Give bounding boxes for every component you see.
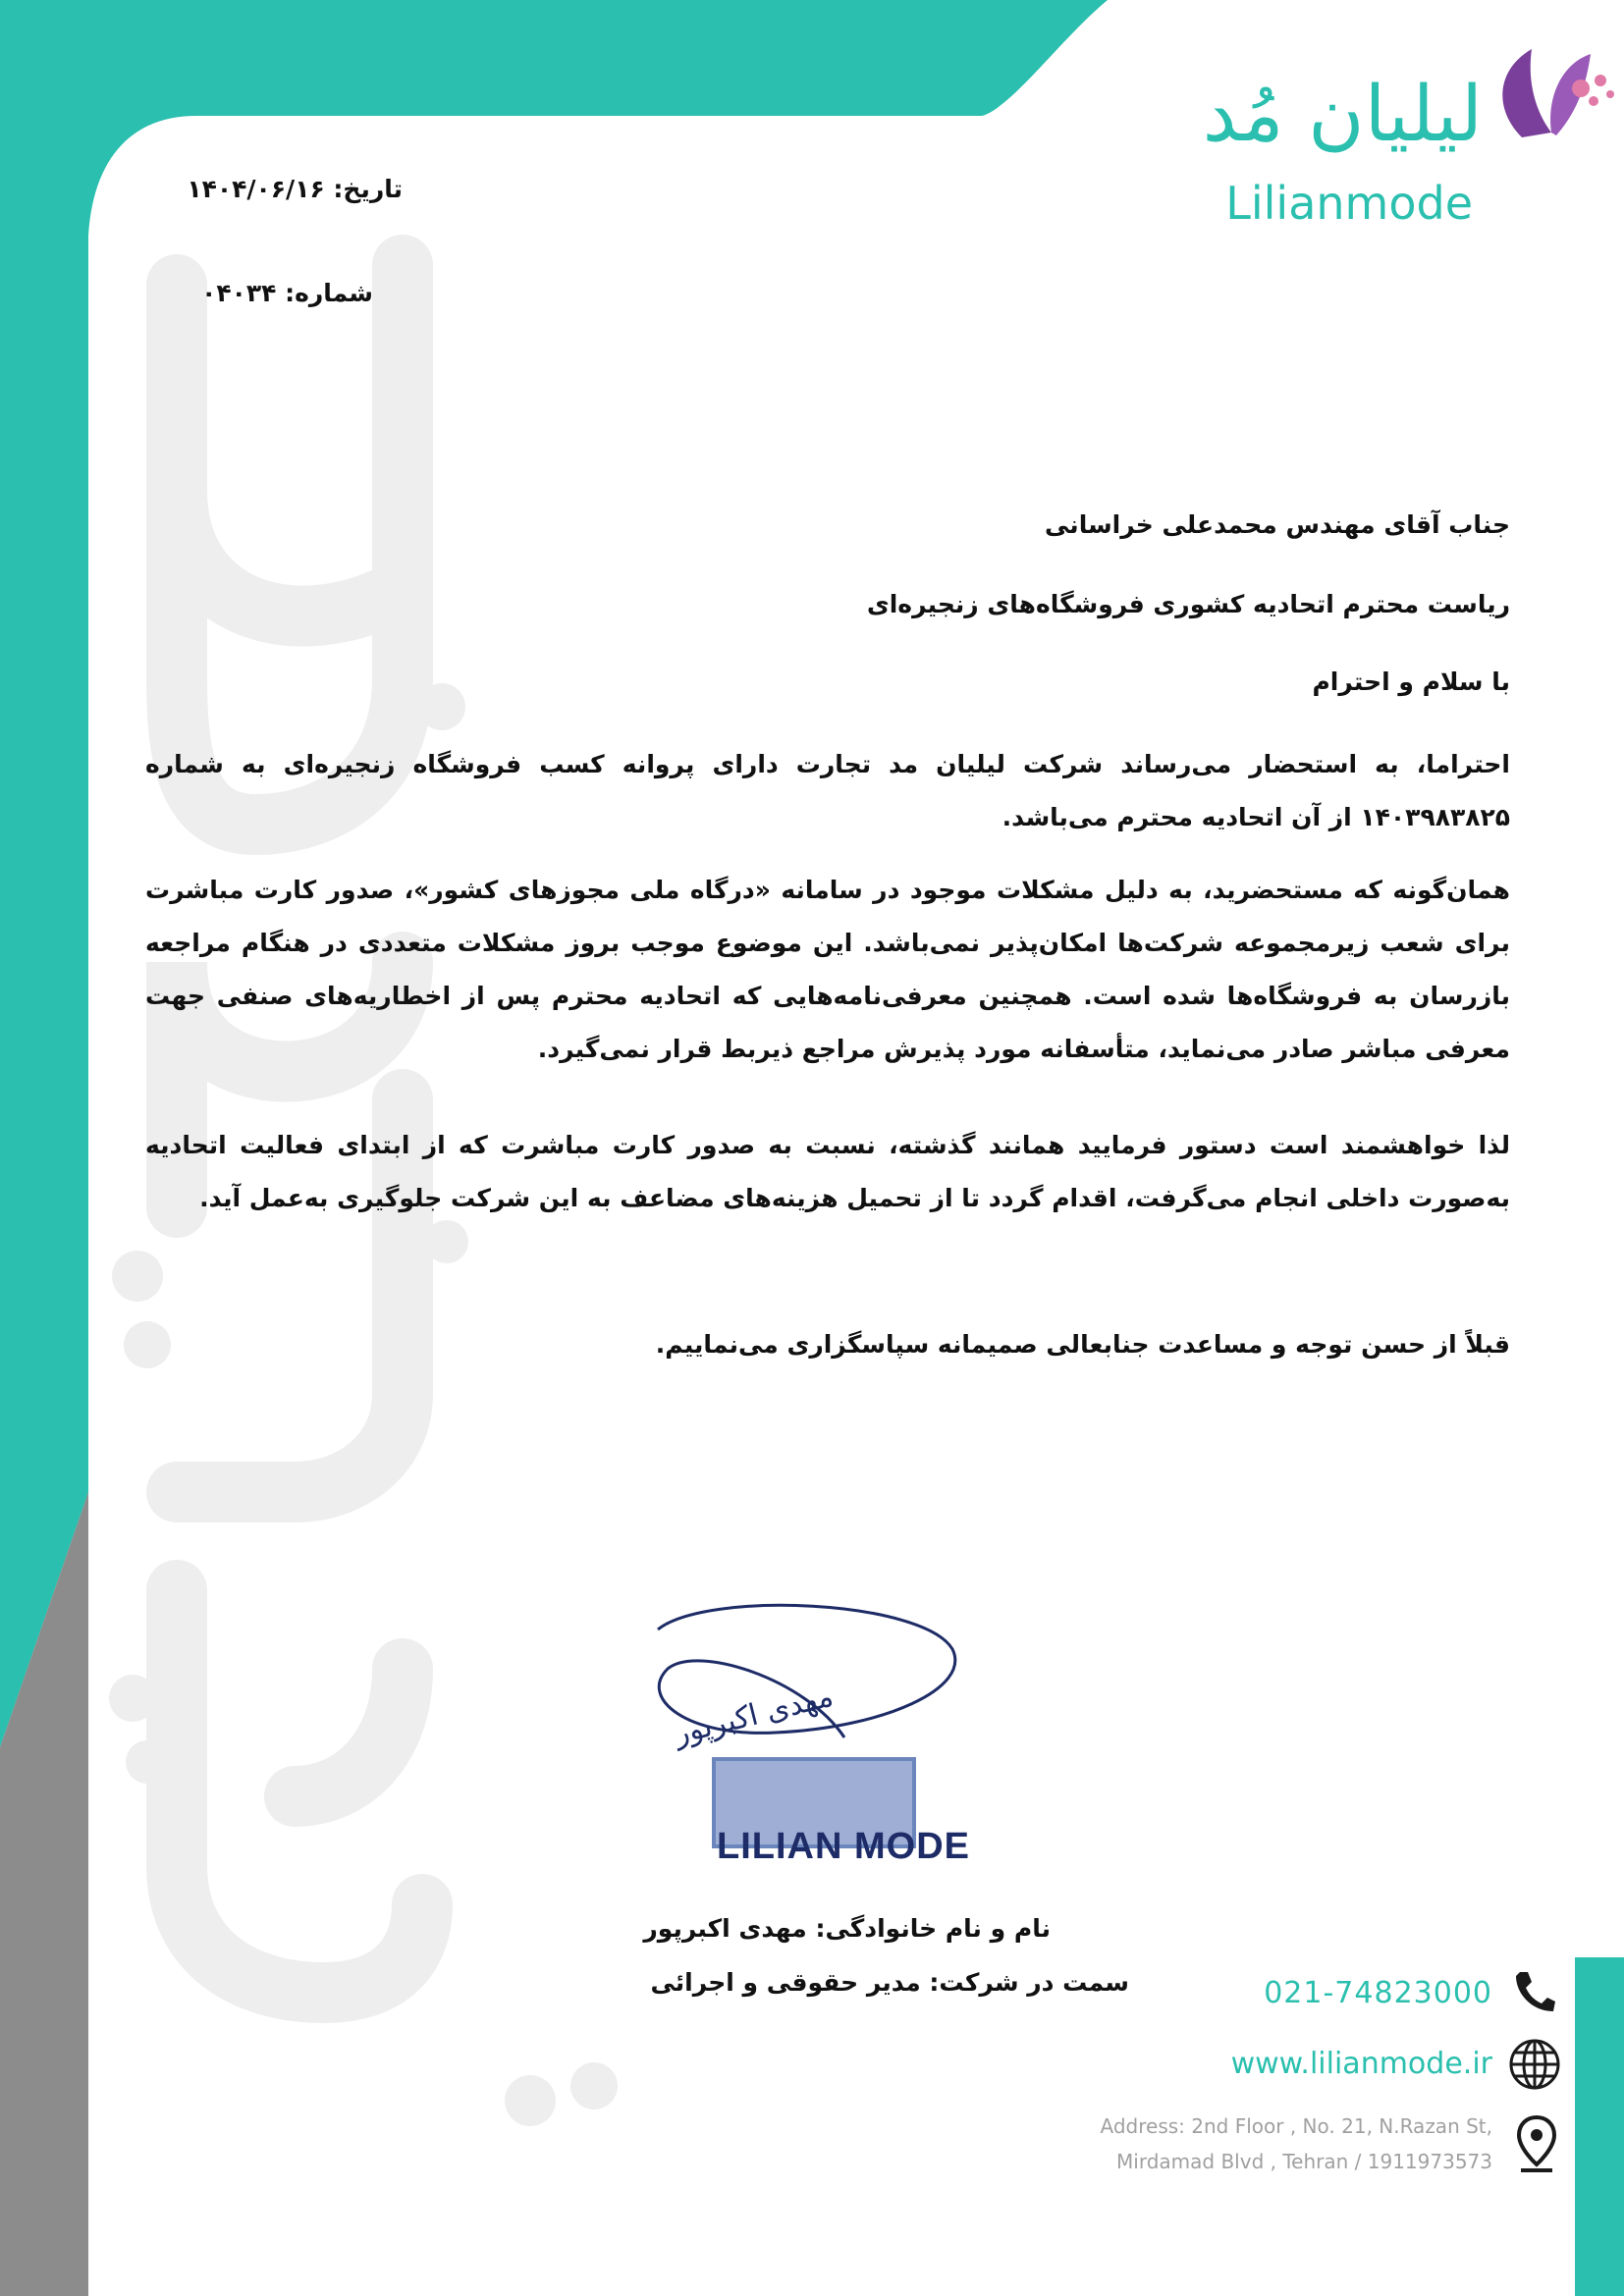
brand-logo <box>1129 29 1502 236</box>
paragraph-3: لذا خواهشمند است دستور فرمایید همانند گذشته، نسبت به صدور کارت مباشرت که از ابتدای فعالیت اتحادیه به‌صورت داخلی انجام می‌گرفت، اقدام گردد تا از تحمیل هزینه‌های مضاعف به این شرکت جلوگیری به‌عمل آید. <box>145 1131 1510 1212</box>
logo-persian-text: لیلیان مُد <box>1202 71 1483 159</box>
paragraph-1: احتراما، به استحضار می‌رساند شرکت لیلیان مد تجارت دارای پروانه کسب فروشگاه زنجیره‌ای به شماره ۱۴۰۳۹۸۳۸۲۵ از آن اتحادیه محترم می‌باشد. <box>145 750 1510 831</box>
address-line-2: Mirdamad Blvd , Tehran / 1911973573 <box>1116 2150 1492 2173</box>
signature-stamp <box>628 1590 1001 1875</box>
recipient-line-1: جناب آقای مهندس محمدعلی خراسانی <box>1045 510 1510 539</box>
greeting: با سلام و احترام <box>1312 667 1510 696</box>
logo-latin-text: Lilianmode <box>1225 177 1473 230</box>
paragraph-2: همان‌گونه که مستحضرید، به دلیل مشکلات موجود در سامانه «درگاه ملی مجوزهای کشور»، صدور کارت مباشرت برای شعب زیرمجموعه شرکت‌ها امکان‌پذیر نمی‌باشد. این موضوع موجب بروز مشکلات متعددی در هنگام مراجعه بازرسان به فروشگاه‌ها شده است. همچنین معرفی‌نامه‌هایی که اتحادیه محترم پس از اخطاریه‌های صنفی جهت معرفی مباشر صادر می‌نماید، متأسفانه مورد پذیرش مراجع ذیربط قرار نمی‌گیرد. <box>145 876 1510 1063</box>
logo-flower-icon <box>1473 29 1624 147</box>
recipient-line-2: ریاست محترم اتحادیه کشوری فروشگاه‌های زنجیره‌ای <box>866 590 1510 618</box>
letter-date: تاریخ: ۱۴۰۴/۰۶/۱۶ <box>187 175 403 203</box>
letter-number: شماره: ۰۴۰۳۴ <box>201 279 373 307</box>
phone-number: 021-74823000 <box>1264 1976 1492 2010</box>
signer-name: نام و نام خانوادگی: مهدی اکبرپور <box>643 1914 1051 1943</box>
globe-icon <box>1508 2038 1561 2091</box>
stamp-text: LILIAN MODE <box>717 1826 970 1867</box>
location-pin-icon <box>1517 2115 1556 2174</box>
phone-icon <box>1512 1968 1555 2015</box>
address-line-1: Address: 2nd Floor , No. 21, N.Razan St, <box>1100 2114 1492 2138</box>
website: www.lilianmode.ir <box>1230 2047 1492 2081</box>
signer-position: سمت در شرکت: مدیر حقوقی و اجرائی <box>650 1968 1129 1997</box>
handwritten-name: مهدی اکبرپور <box>671 1679 838 1752</box>
teal-footer-bar <box>1575 1957 1624 2296</box>
closing-line: قبلاً از حسن توجه و مساعدت جنابعالی صمیمانه سپاسگزاری می‌نماییم. <box>655 1330 1510 1359</box>
